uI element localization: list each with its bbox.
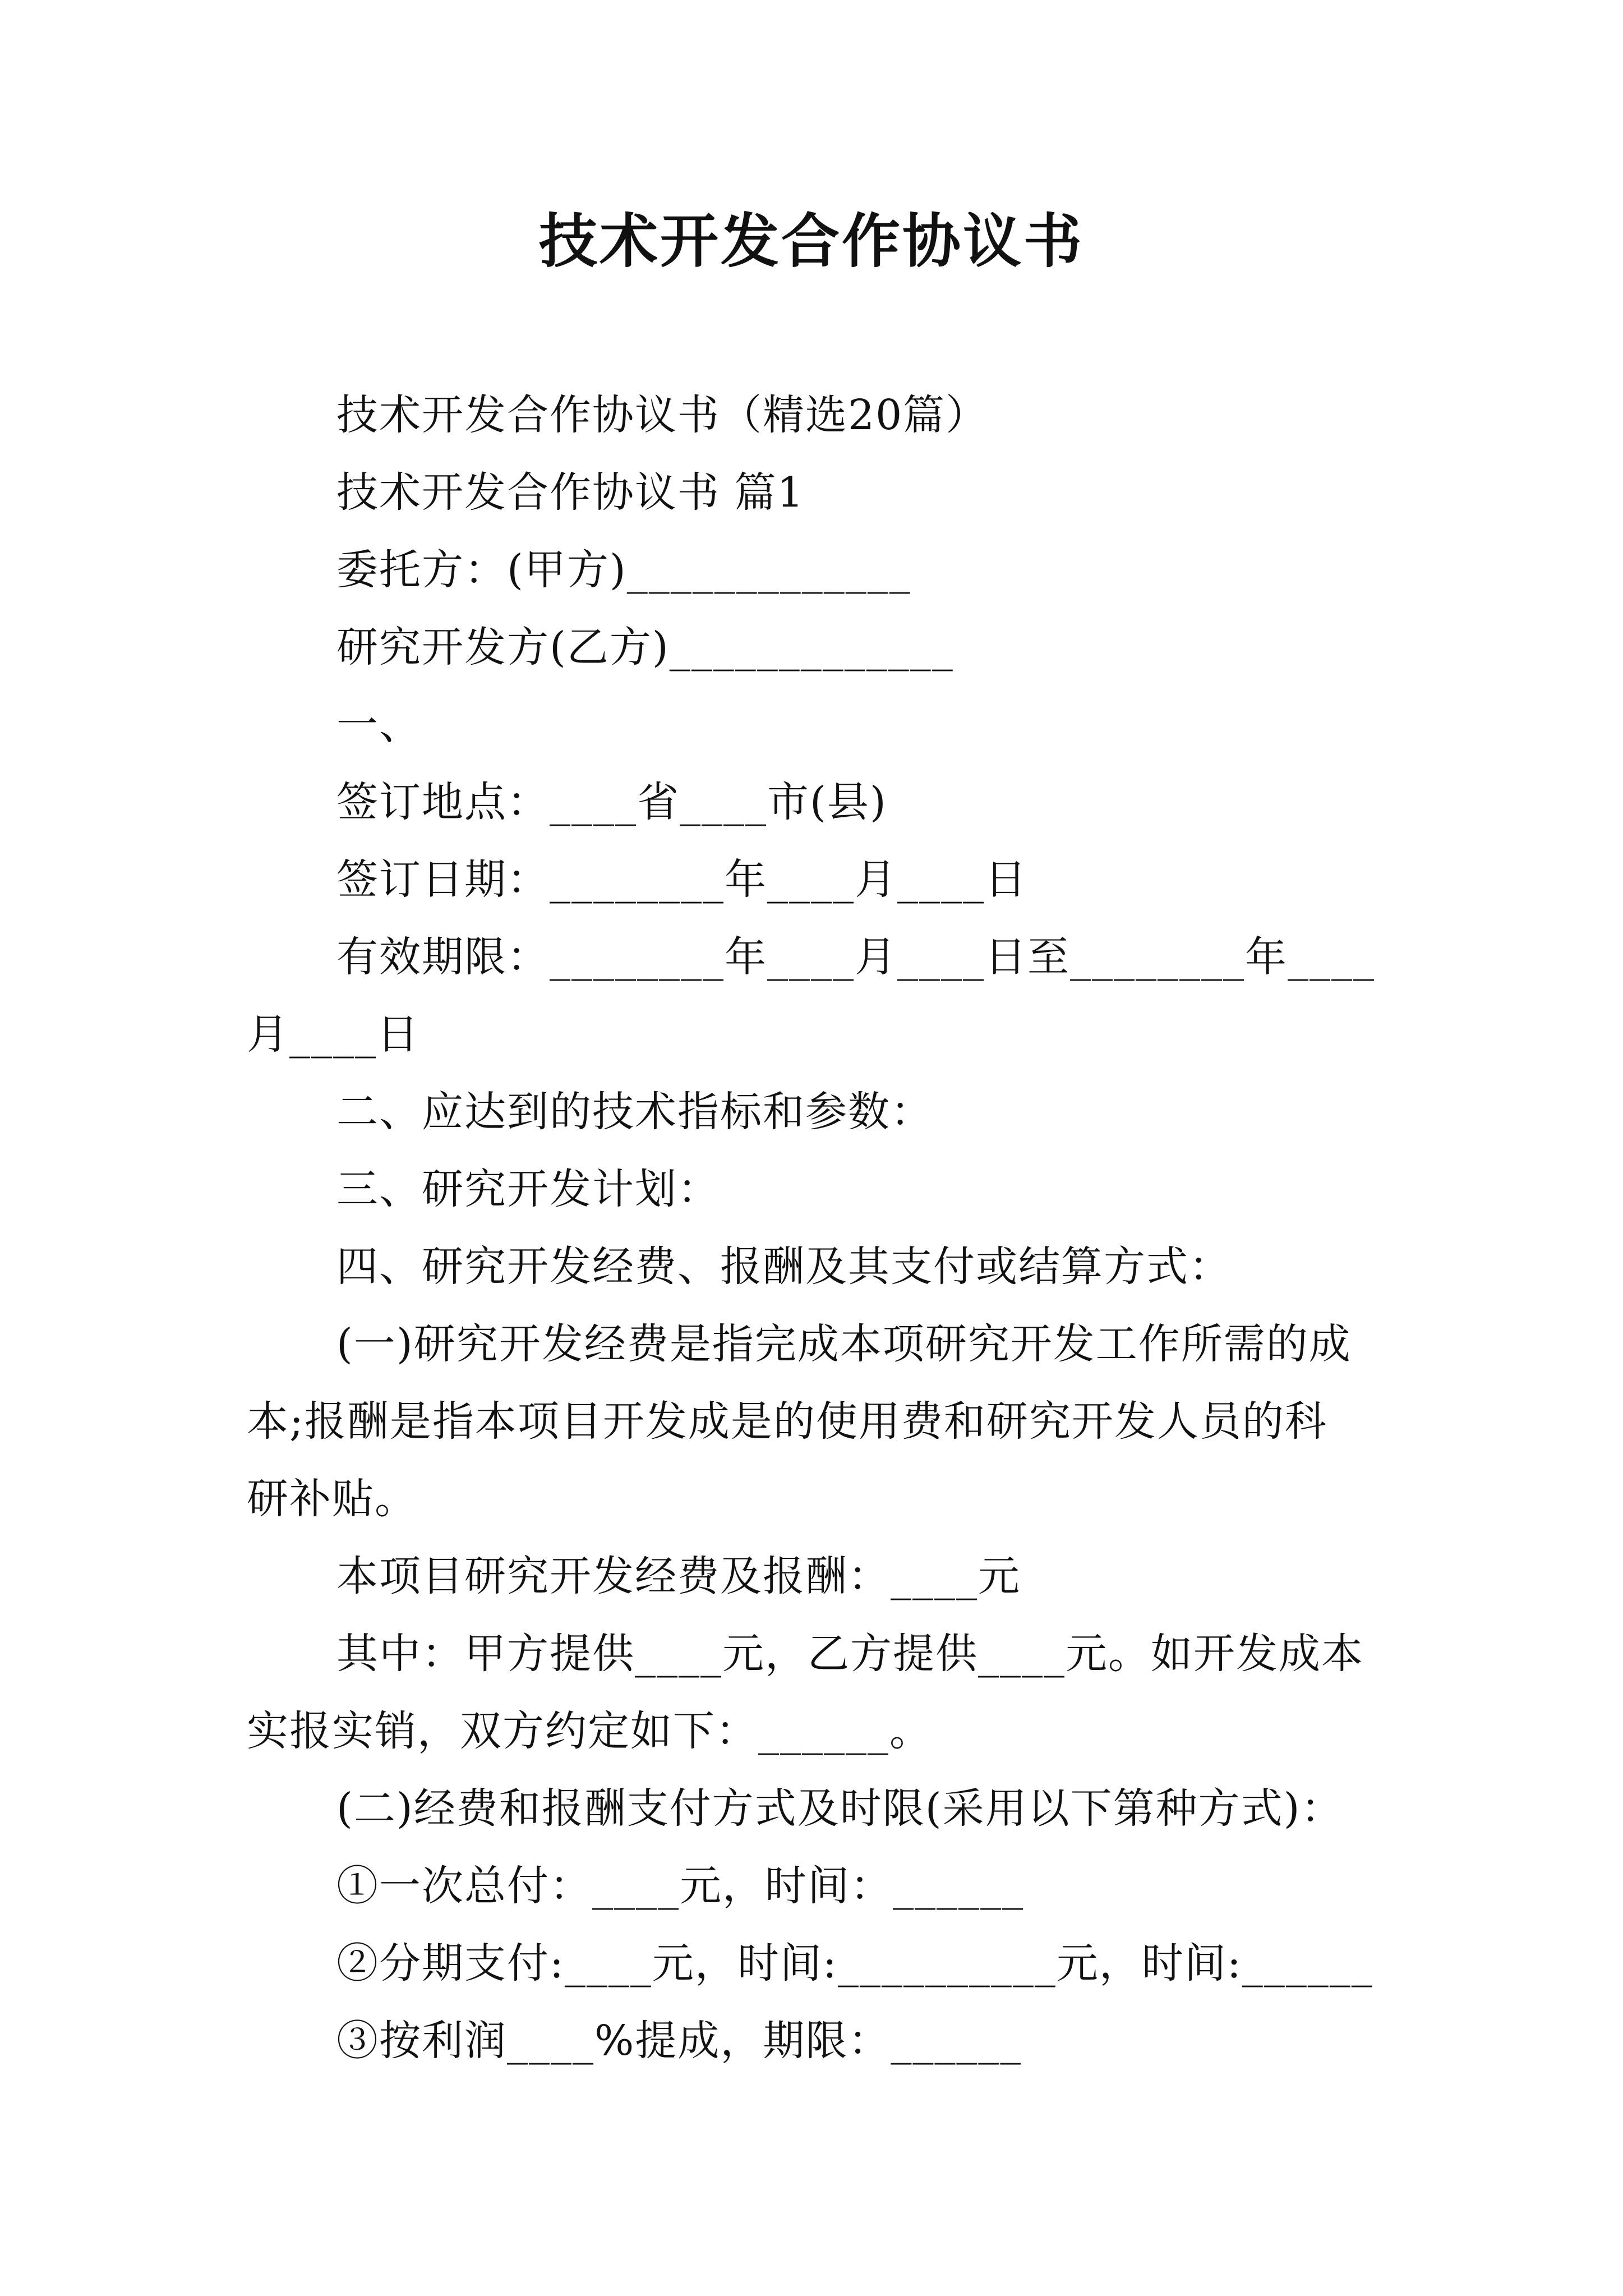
- funding-split-line-cont: 实报实销，双方约定如下：______。: [247, 1707, 932, 1755]
- payment-method-heading: (二)经费和报酬支付方式及时限(采用以下第种方式)：: [336, 1784, 1344, 1833]
- signing-place-line: 签订地点：____省____市(县): [336, 778, 887, 826]
- developer-party-line: 研究开发方(乙方)_____________: [336, 623, 954, 671]
- section-heading: 技术开发合作协议书 篇1: [336, 468, 805, 517]
- funding-split-line: 其中：甲方提供____元，乙方提供____元。如开发成本: [336, 1630, 1364, 1678]
- payment-option-1: ①一次总付：____元，时间：______: [336, 1862, 1024, 1910]
- paragraph-line: 本;报酬是指本项目开发成是的使用费和研究开发人员的科: [247, 1397, 1327, 1446]
- clause-four-heading: 四、研究开发经费、报酬及其支付或结算方式：: [336, 1243, 1232, 1291]
- document-title: 技术开发合作协议书: [538, 206, 1084, 275]
- clause-two-heading: 二、应达到的技术指标和参数：: [336, 1088, 933, 1136]
- subtitle-line: 技术开发合作协议书（精选20篇）: [336, 391, 989, 439]
- validity-period-line: 有效期限：________年____月____日至________年____: [336, 933, 1375, 981]
- signing-date-line: 签订日期：________年____月____日: [336, 855, 1027, 904]
- clause-one-heading: 一、: [336, 701, 422, 749]
- payment-option-2: ②分期支付:____元，时间:__________元，时间:______: [336, 1939, 1373, 1987]
- paragraph-line: 研补贴。: [247, 1475, 417, 1523]
- clause-three-heading: 三、研究开发计划：: [336, 1165, 720, 1213]
- paragraph-line: (一)研究开发经费是指完成本项研究开发工作所需的成: [336, 1320, 1352, 1368]
- funding-total-line: 本项目研究开发经费及报酬：____元: [336, 1552, 1021, 1600]
- validity-period-line-cont: 月____日: [247, 1010, 419, 1059]
- payment-option-3: ③按利润____%提成，期限：______: [336, 2017, 1022, 2065]
- client-party-line: 委托方：(甲方)_____________: [336, 546, 911, 594]
